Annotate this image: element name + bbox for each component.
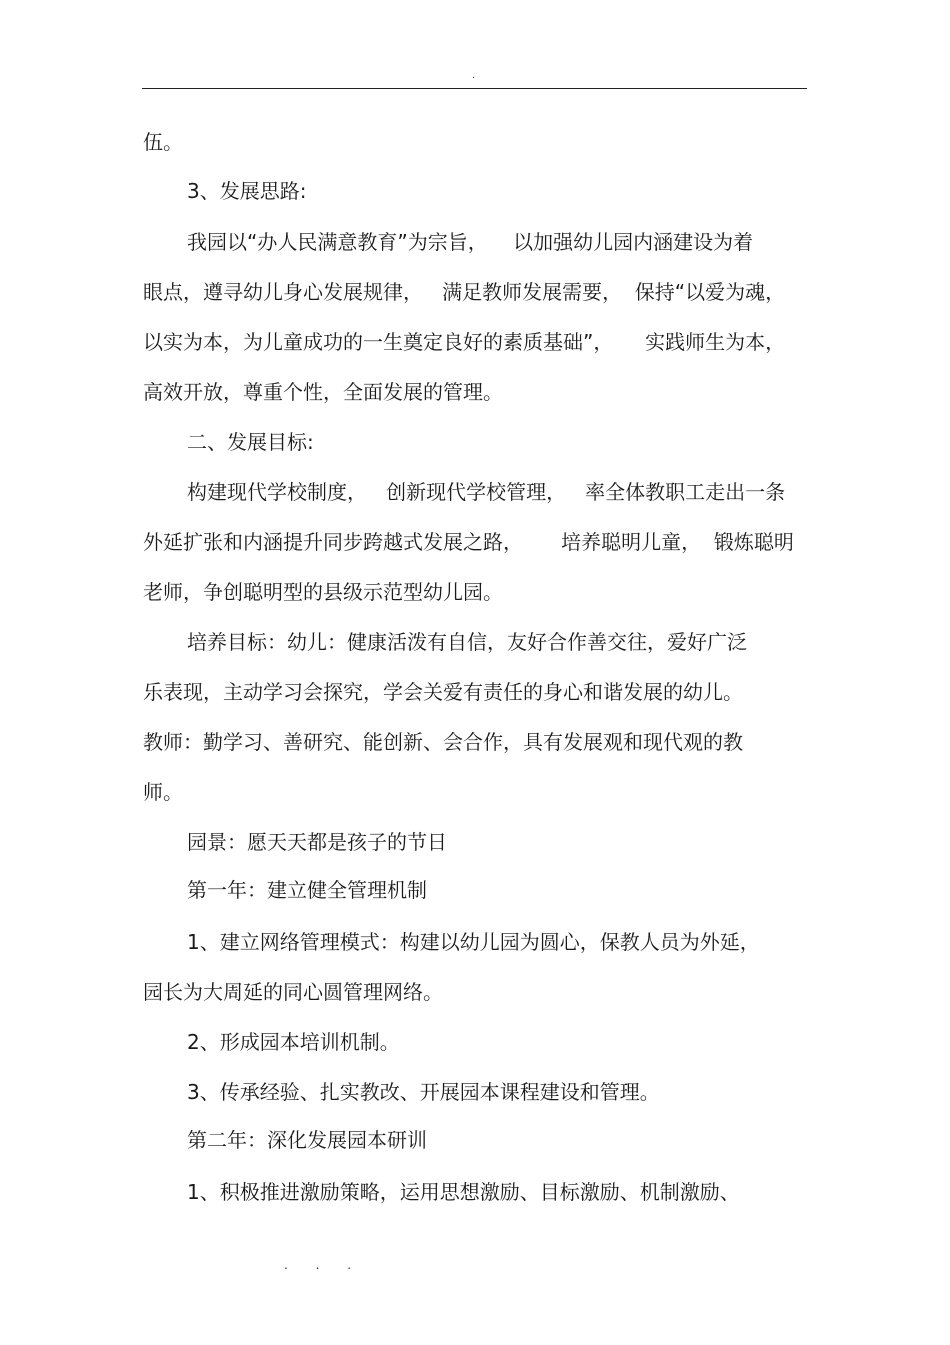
text-line: 以实为本，为儿童成功的一生奠定良好的素质基础”， 实践师生为本， xyxy=(143,330,786,354)
text-line: 培养目标：幼儿：健康活泼有自信，友好合作善交往，爱好广泛 xyxy=(187,630,747,654)
text-line: 眼点，遵寻幼儿身心发展规律， 满足教师发展需要， 保持“以爱为魂， xyxy=(143,280,786,304)
text-line: 构建现代学校制度， 创新现代学校管理， 率全体教职工走出一条 xyxy=(187,480,786,504)
text-line: 师。 xyxy=(143,780,183,804)
text-line: 二、发展目标: xyxy=(187,430,314,454)
text-line: 1、建立网络管理模式：构建以幼儿园为圆心，保教人员为外延， xyxy=(187,930,760,954)
text-line: 1、积极推进激励策略，运用思想激励、目标激励、机制激励、 xyxy=(187,1180,740,1204)
text-line: 高效开放，尊重个性，全面发展的管理。 xyxy=(143,380,503,404)
text-line: 老师，争创聪明型的县级示范型幼儿园。 xyxy=(143,580,503,604)
text-line: 第二年：深化发展园本研训 xyxy=(187,1128,427,1152)
text-line: 乐表现，主动学习会探究，学会关爱有责任的身心和谐发展的幼儿。 xyxy=(143,680,743,704)
text-line: 园长为大周延的同心圆管理网络。 xyxy=(143,980,443,1004)
footer-dots: . . . xyxy=(284,1258,364,1272)
text-line: 3、传承经验、扎实教改、开展园本课程建设和管理。 xyxy=(187,1080,660,1104)
text-line: 园景：愿天天都是孩子的节日 xyxy=(187,830,447,854)
header-dot: . xyxy=(472,70,476,81)
text-line: 教师：勤学习、善研究、能创新、会合作，具有发展观和现代观的教 xyxy=(143,730,743,754)
text-line: 伍。 xyxy=(143,130,183,154)
text-line: 2、形成园本培训机制。 xyxy=(187,1030,400,1054)
text-line: 外延扩张和内涵提升同步跨越式发展之路， 培养聪明儿童， 锻炼聪明 xyxy=(143,530,794,554)
text-line: 第一年：建立健全管理机制 xyxy=(187,878,427,902)
text-line: 3、发展思路: xyxy=(187,179,307,203)
header-rule xyxy=(142,88,807,89)
text-line: 我园以“办人民满意教育”为宗旨， 以加强幼儿园内涵建设为着 xyxy=(187,230,754,254)
